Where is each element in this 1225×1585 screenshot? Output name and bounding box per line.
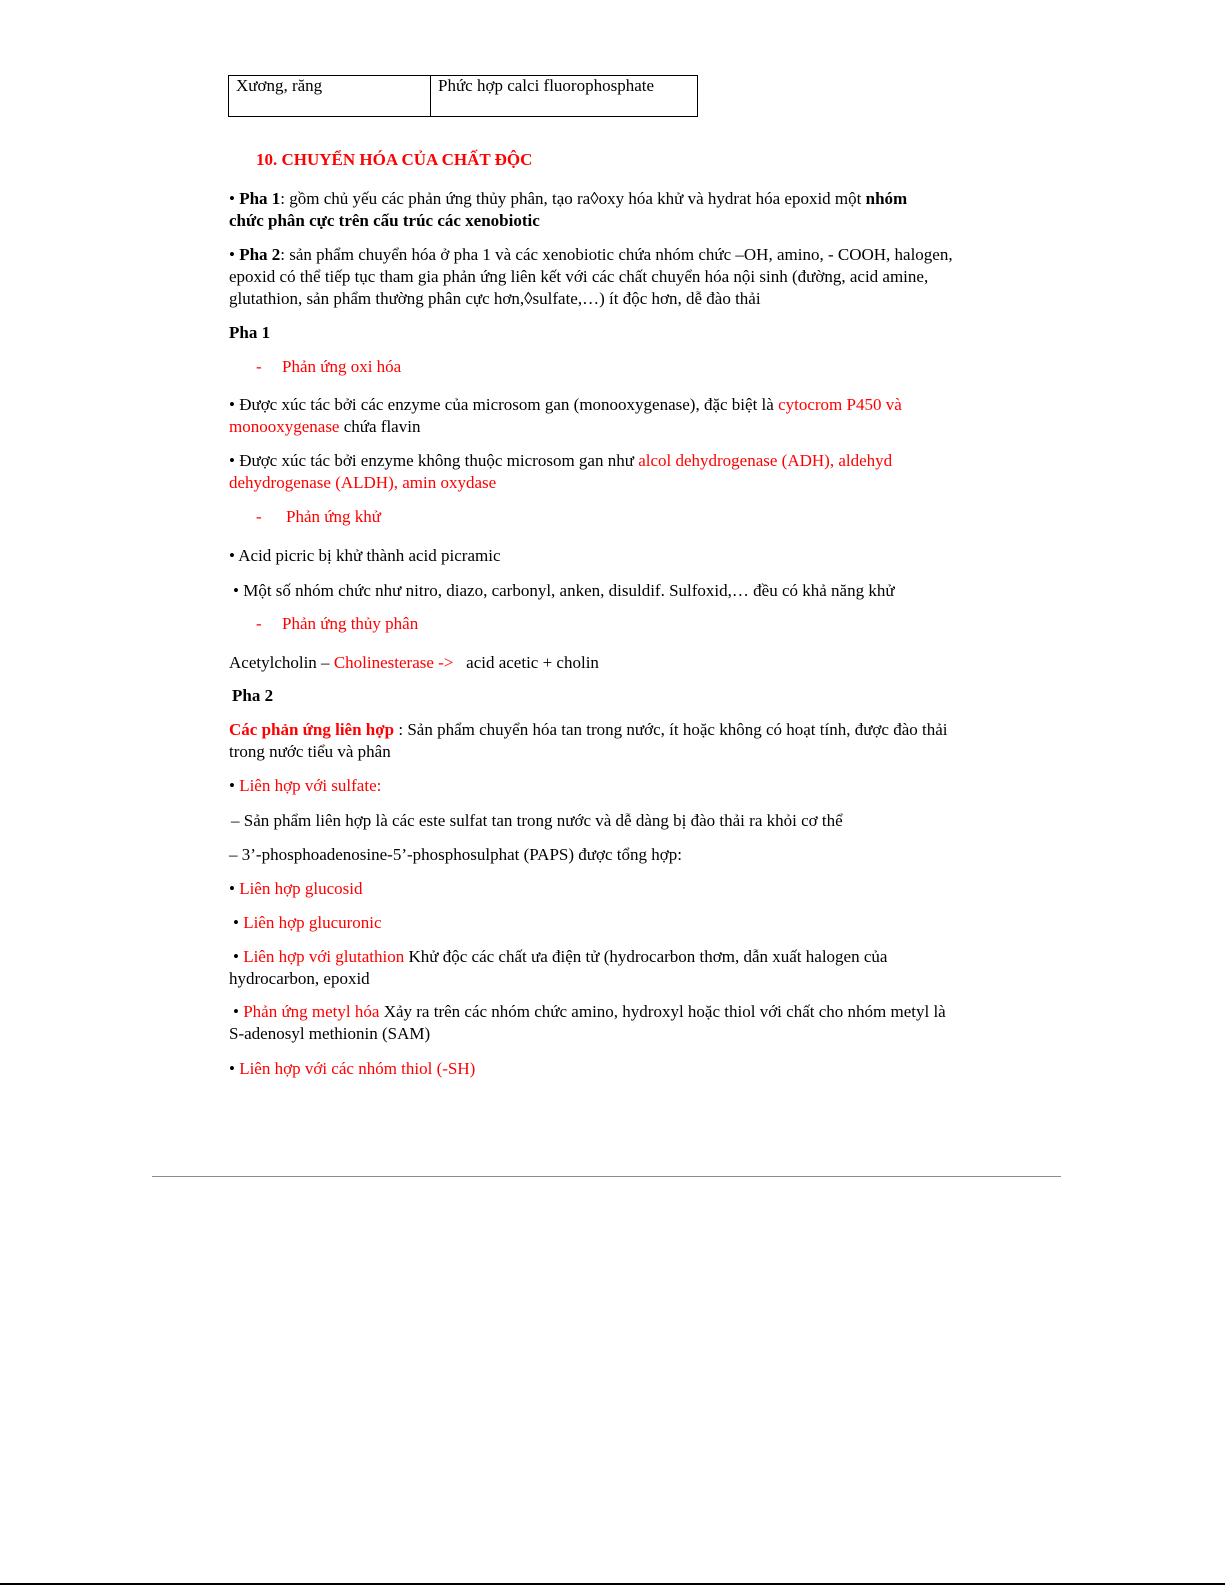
non-microsom-paragraph [229,450,1009,494]
bullet: • [229,1059,240,1078]
pha2-label: Pha 2 [239,245,281,264]
thiol-label: Liên hợp với các nhóm thiol (-SH) [239,1059,476,1078]
reduction-item [256,507,381,527]
sulfate-item [229,775,1009,797]
flavin-text: chứa flavin [339,417,421,436]
pha1-bold-text: nhóm [865,189,908,208]
cholinesterase-text: Cholinesterase -> [333,653,454,672]
hydrolysis-item [256,614,419,634]
microsom-text: • Được xúc tác bởi các enzyme của microsom gan (monooxygenase), đặc biệt là [229,395,779,414]
non-microsom-text: • Được xúc tác bởi enzyme không thuộc microsom gan như [229,451,639,470]
glucuronic-item [233,912,1013,934]
hydrolysis-label: Phản ứng thủy phân [282,614,419,633]
dash-marker: - [256,507,262,526]
conjugation-text-line2: trong nước tiểu và phân [229,742,391,761]
acetylcholin-text: Acetylcholin – [229,653,334,672]
bullet: • [233,1002,244,1021]
section-heading: 10. CHUYỂN HÓA CỦA CHẤT ĐỘC [256,150,533,169]
methylation-text-line2: S-adenosyl methionin (SAM) [229,1024,431,1043]
paps-paragraph: – 3’-phosphoadenosine-5’-phosphosulphat (PAPS) được tổng hợp: [229,845,682,864]
cytocrom-text: cytocrom P450 và [778,395,902,414]
bullet: • [229,776,240,795]
properties-table [228,75,698,117]
microsom-paragraph [229,394,1009,438]
glutathion-paragraph [229,946,1009,990]
bullet: • [229,879,240,898]
pha1-text: : gồm chủ yếu các phản ứng thủy phân, tạo ra◊oxy hóa khử và hydrat hóa epoxid một [280,189,866,208]
products-text: acid acetic + cholin [453,653,599,672]
bullet: • [233,913,244,932]
pha1-title: Pha 1 [229,323,271,342]
glucuronic-label: Liên hợp glucuronic [243,913,382,932]
pha2-text-line2: epoxid có thể tiếp tục tham gia phản ứng liên kết với các chất chuyển hóa nội sinh (đường, acid amine, [229,267,929,286]
glutathion-label: Liên hợp với glutathion [243,947,405,966]
glutathion-text-line2: hydrocarbon, epoxid [229,969,370,988]
reduction-label: Phản ứng khử [286,507,381,526]
dash-marker: - [256,357,262,376]
glucosid-label: Liên hợp glucosid [239,879,363,898]
table-row [229,76,698,117]
dash-marker: - [256,614,262,633]
methylation-label: Phản ứng metyl hóa [243,1002,380,1021]
aldh-text: dehydrogenase (ALDH), amin oxydase [229,473,497,492]
table-cell: Phức hợp calci fluorophosphate [431,76,698,117]
functional-groups-paragraph: • Một số nhóm chức như nitro, diazo, carbonyl, anken, disuldif. Sulfoxid,… đều có khả năng khử [233,581,895,600]
adh-text: alcol dehydrogenase (ADH), aldehyd [638,451,893,470]
pha2-text-line1: : sản phẩm chuyển hóa ở pha 1 và các xenobiotic chứa nhóm chức –OH, amino, - COOH, halogen, [280,245,953,264]
methylation-paragraph [229,1001,1009,1045]
sulfat-ester-paragraph: – Sản phẩm liên hợp là các este sulfat tan trong nước và dễ dàng bị đào thải ra khỏi cơ thể [231,811,843,830]
conjugation-paragraph [229,719,1009,763]
glutathion-text: Khử độc các chất ưa điện tử (hydrocarbon thơm, dẫn xuất halogen của [404,947,888,966]
bullet: • [229,245,235,264]
conjugation-label: Các phản ứng liên hợp [229,720,395,739]
conjugation-text: : Sản phẩm chuyển hóa tan trong nước, ít hoặc không có hoạt tính, được đào thải [394,720,948,739]
bullet: • [229,189,235,208]
pha2-summary [229,244,1009,310]
monooxygenase-text: monooxygenase [229,417,340,436]
methylation-text: Xảy ra trên các nhóm chức amino, hydroxyl hoặc thiol với chất cho nhóm metyl là [379,1002,946,1021]
pha1-label: Pha 1 [239,189,281,208]
pha2-text-line3: glutathion, sản phẩm thường phân cực hơn,◊sulfate,…) ít độc hơn, dễ đào thải [229,289,761,308]
page-divider [152,1176,1061,1177]
sulfate-label: Liên hợp với sulfate: [239,776,382,795]
oxidation-label: Phản ứng oxi hóa [282,357,402,376]
pha1-summary [229,188,1009,232]
pha1-bold-text-line2: chức phân cực trên cấu trúc các xenobiotic [229,211,540,230]
thiol-item [229,1058,1009,1080]
picric-paragraph: • Acid picric bị khử thành acid picramic [229,546,501,565]
table-cell: Xương, răng [229,76,431,117]
acetylcholin-paragraph [229,652,1009,674]
oxidation-item [256,357,402,377]
glucosid-item [229,878,1009,900]
pha2-title: Pha 2 [232,686,274,705]
bullet: • [233,947,244,966]
